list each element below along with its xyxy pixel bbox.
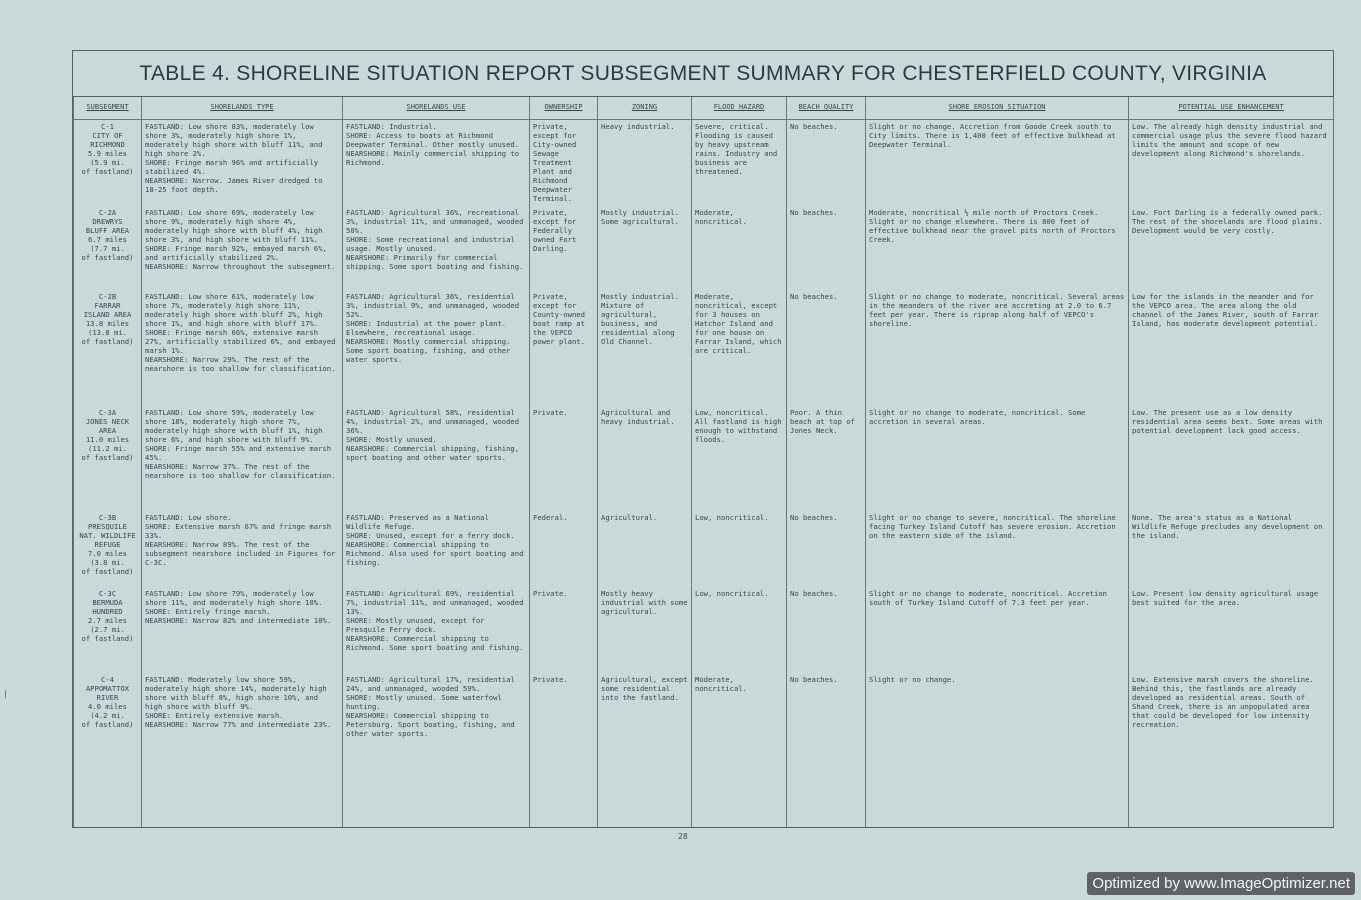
ownership-cell: Private, except for Federally owned Fort Darling. (530, 206, 598, 290)
ownership-cell: Private. (530, 587, 598, 673)
shorelands-use-cell: FASTLAND: Agricultural 69%, residential 7%, industrial 11%, and unmanaged, wooded 13%. SHORE: Mostly unused, except for Presquile Ferry dock. NEARSHORE: Commercial shipping to Richmond. Some sport boating and fishing. (343, 587, 530, 673)
potential-use-cell: None. The area's status as a National Wildlife Refuge precludes any development on the island. (1129, 511, 1334, 587)
subsegment-cell: C-3A JONES NECK AREA 11.0 miles (11.2 mi. of fastland) (74, 406, 142, 510)
shorelands-use-cell: FASTLAND: Agricultural 17%, residential 24%, and unmanaged, wooded 59%. SHORE: Mostly unused. Some waterfowl hunting. NEARSHORE: Commercial shipping to Petersburg. Sport boating, fishing, and other water sports. (343, 673, 530, 827)
header-row (74, 97, 1334, 120)
table-row (74, 406, 1334, 510)
ownership-cell: Private, except for City-owned Sewage Treatment Plant and Richmond Deepwater Terminal. (530, 120, 598, 207)
scan-edge-mark (5, 690, 10, 698)
subsegment-cell: C-3C BERMUDA HUNDRED 2.7 miles (2.7 mi. of fastland) (74, 587, 142, 673)
ownership-cell: Private. (530, 673, 598, 827)
header-shore-erosion: SHORE EROSION SITUATION (866, 97, 1129, 120)
zoning-cell: Agricultural, except some residential into the fastland. (598, 673, 692, 827)
beach-quality-cell: No beaches. (787, 673, 866, 827)
zoning-cell: Agricultural. (598, 511, 692, 587)
flood-hazard-cell: Moderate, noncritical. (692, 673, 787, 827)
shore-erosion-cell: Slight or no change. (866, 673, 1129, 827)
zoning-cell: Heavy industrial. (598, 120, 692, 207)
potential-use-cell: Low. Fort Darling is a federally owned park. The rest of the shorelands are flood plains. Development would be very costly. (1129, 206, 1334, 290)
table-row (74, 120, 1334, 207)
header-ownership: OWNERSHIP (530, 97, 598, 120)
header-beach-quality: BEACH QUALITY (787, 97, 866, 120)
ownership-cell: Private. (530, 406, 598, 510)
potential-use-cell: Low. Extensive marsh covers the shoreline. Behind this, the fastlands are already developed as residential areas. South of Shand Creek, there is an unpopulated area that could be developed for low intensity recreation. (1129, 673, 1334, 827)
shore-erosion-cell: Moderate, noncritical ½ mile north of Proctors Creek. Slight or no change elsewhere. There is 800 feet of effective bulkhead near the gravel pits north of Proctors Creek. (866, 206, 1129, 290)
zoning-cell: Agricultural and heavy industrial. (598, 406, 692, 510)
header-flood-hazard: FLOOD HAZARD (692, 97, 787, 120)
header-potential-use: POTENTIAL USE ENHANCEMENT (1129, 97, 1334, 120)
flood-hazard-cell: Low, noncritical. (692, 511, 787, 587)
beach-quality-cell: No beaches. (787, 206, 866, 290)
zoning-cell: Mostly heavy industrial with some agricultural. (598, 587, 692, 673)
shore-erosion-cell: Slight or no change to moderate, noncritical. Some accretion in several areas. (866, 406, 1129, 510)
flood-hazard-cell: Moderate, noncritical, except for 3 houses on Hatchor Island and for one house on Farrar Island, which are critical. (692, 290, 787, 406)
shorelands-use-cell: FASTLAND: Preserved as a National Wildlife Refuge. SHORE: Unused, except for a ferry dock. NEARSHORE: Commercial shipping to Richmond. Also used for sport boating and fishing. (343, 511, 530, 587)
shorelands-type-cell: FASTLAND: Low shore 59%, moderately low shore 18%, moderately high shore 7%, moderately high shore with bluff 1%, high shore 6%, and high shore with bluff 9%. SHORE: Fringe marsh 55% and extensive marsh 45%. NEARSHORE: Narrow 37%. The rest of the nearshore is too shallow for classification. (142, 406, 343, 510)
table-row (74, 206, 1334, 290)
beach-quality-cell: No beaches. (787, 120, 866, 207)
zoning-cell: Mostly industrial. Some agricultural. (598, 206, 692, 290)
table-row (74, 511, 1334, 587)
potential-use-cell: Low. Present low density agricultural usage best suited for the area. (1129, 587, 1334, 673)
shore-erosion-cell: Slight or no change. Accretion from Goode Creek south to City limits. There is 1,400 feet of effective bulkhead at Deepwater Terminal. (866, 120, 1129, 207)
zoning-cell: Mostly industrial. Mixture of agricultural, business, and residential along Old Channel. (598, 290, 692, 406)
report-sheet (72, 50, 1334, 828)
shorelands-type-cell: FASTLAND: Moderately low shore 59%, moderately high shore 14%, moderately high shore with bluff 8%, high shore 10%, and high shore with bluff 9%. SHORE: Entirely extensive marsh. NEARSHORE: Narrow 77% and intermediate 23%. (142, 673, 343, 827)
shorelands-use-cell: FASTLAND: Agricultural 36%, recreational 3%, industrial 11%, and unmanaged, wooded 50%. SHORE: Some recreational and industrial usage. Mostly unused. NEARSHORE: Primarily for commercial shipping. Some sport boating and fishing. (343, 206, 530, 290)
shorelands-type-cell: FASTLAND: Low shore. SHORE: Extensive marsh 67% and fringe marsh 33%. NEARSHORE: Narrow 89%. The rest of the subsegment nearshore included in Figures for C-3C. (142, 511, 343, 587)
shorelands-type-cell: FASTLAND: Low shore 61%, moderately low shore 7%, moderately high shore 11%, moderately high shore with bluff 2%, high shore 1%, and high shore with bluff 17%. SHORE: Fringe marsh 66%, extensive marsh 27%, artificially stabilized 6%, and embayed marsh 1%. NEARSHORE: Narrow 29%. The rest of the nearshore is too shallow for classification. (142, 290, 343, 406)
subsegment-cell: C-3B PRESQUILE NAT. WILDLIFE REFUGE 7.0 miles (3.8 mi. of fastland) (74, 511, 142, 587)
potential-use-cell: Low. The already high density industrial and commercial usage plus the severe flood hazard limits the amount and scope of new development along Richmond's shorelands. (1129, 120, 1334, 207)
ownership-cell: Federal. (530, 511, 598, 587)
summary-table (73, 97, 1334, 827)
shorelands-type-cell: FASTLAND: Low shore 83%, moderately low shore 3%, moderately high shore 1%, moderately high shore with bluff 11%, and high shore 2%. SHORE: Fringe marsh 96% and artificially stabilized 4%. NEARSHORE: Narrow. James River dredged to 18-25 foot depth. (142, 120, 343, 207)
ownership-cell: Private, except for County-owned boat ramp at the VEPCO power plant. (530, 290, 598, 406)
flood-hazard-cell: Severe, critical. Flooding is caused by heavy upstream rains. Industry and business are threatened. (692, 120, 787, 207)
subsegment-cell: C-2B FARRAR ISLAND AREA 13.8 miles (13.8 mi. of fastland) (74, 290, 142, 406)
shorelands-use-cell: FASTLAND: Agricultural 36%, residential 3%, industrial 9%, and unmanaged, wooded 52%. SHORE: Industrial at the power plant. Elsewhere, recreational usage. NEARSHORE: Mostly commercial shipping. Some sport boating, fishing, and other water sports. (343, 290, 530, 406)
header-shorelands-use: SHORELANDS USE (343, 97, 530, 120)
shorelands-use-cell: FASTLAND: Industrial. SHORE: Access to boats at Richmond Deepwater Terminal. Other mostly unused. NEARSHORE: Mainly commercial shipping to Richmond. (343, 120, 530, 207)
flood-hazard-cell: Moderate, noncritical. (692, 206, 787, 290)
shorelands-type-cell: FASTLAND: Low shore 69%, moderately low shore 9%, moderately high shore 4%, moderately high shore with bluff 4%, high shore 3%, and high shore with bluff 11%. SHORE: Fringe marsh 92%, embayed marsh 6%, and artificially stabilized 2%. NEARSHORE: Narrow throughout the subsegment. (142, 206, 343, 290)
shorelands-use-cell: FASTLAND: Agricultural 58%, residential 4%, industrial 2%, and unmanaged, wooded 36%. SHORE: Mostly unused. NEARSHORE: Commercial shipping, fishing, sport boating and other water sports. (343, 406, 530, 510)
watermark-banner: Optimized by www.ImageOptimizer.net (1087, 872, 1355, 895)
header-shorelands-type: SHORELANDS TYPE (142, 97, 343, 120)
table-row (74, 673, 1334, 827)
subsegment-cell: C-2A DREWRYS BLUFF AREA 6.7 miles (7.7 mi. of fastland) (74, 206, 142, 290)
potential-use-cell: Low. The present use as a low density residential area seems best. Some areas with potential development lack good access. (1129, 406, 1334, 510)
beach-quality-cell: No beaches. (787, 290, 866, 406)
header-zoning: ZONING (598, 97, 692, 120)
shore-erosion-cell: Slight or no change to moderate, noncritical. Several areas in the meanders of the river are accreting at 2.0 to 6.7 feet per year. There is riprap along half of VEPCO's shoreline. (866, 290, 1129, 406)
flood-hazard-cell: Low, noncritical. (692, 587, 787, 673)
header-subsegment: SUBSEGMENT (74, 97, 142, 120)
table-row (74, 587, 1334, 673)
shore-erosion-cell: Slight or no change to severe, noncritical. The shoreline facing Turkey Island Cutoff has severe erosion. Accretion on the eastern side of the island. (866, 511, 1129, 587)
subsegment-cell: C-4 APPOMATTOX RIVER 4.0 miles (4.2 mi. of fastland) (74, 673, 142, 827)
table-title: TABLE 4. SHORELINE SITUATION REPORT SUBSEGMENT SUMMARY FOR CHESTERFIELD COUNTY, VIRGINIA (73, 51, 1333, 97)
flood-hazard-cell: Low, noncritical. All fastland is high enough to withstand floods. (692, 406, 787, 510)
shore-erosion-cell: Slight or no change to moderate, noncritical. Accretion south of Turkey Island Cutoff of 7.3 feet per year. (866, 587, 1129, 673)
subsegment-cell: C-1 CITY OF RICHMOND 5.9 miles (5.9 mi. of fastland) (74, 120, 142, 207)
page-number: 28 (678, 832, 688, 841)
shorelands-type-cell: FASTLAND: Low shore 79%, moderately low shore 11%, and moderately high shore 10%. SHORE: Entirely fringe marsh. NEARSHORE: Narrow 82% and intermediate 18%. (142, 587, 343, 673)
beach-quality-cell: No beaches. (787, 587, 866, 673)
beach-quality-cell: No beaches. (787, 511, 866, 587)
potential-use-cell: Low for the islands in the meander and for the VEPCO area. The area along the old channel of the James River, south of Farrar Island, has moderate development potential. (1129, 290, 1334, 406)
table-row (74, 290, 1334, 406)
beach-quality-cell: Poor. A thin beach at top of Jones Neck. (787, 406, 866, 510)
